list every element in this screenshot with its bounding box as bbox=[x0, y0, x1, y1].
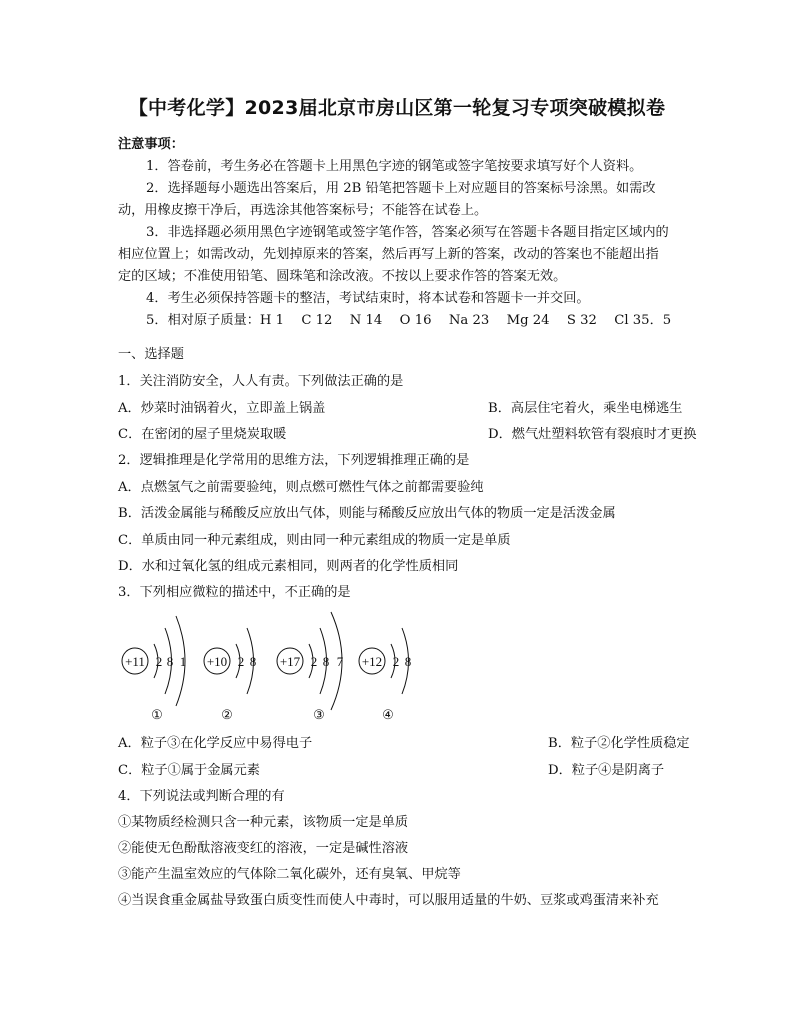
particle-2-diagram bbox=[204, 628, 256, 722]
shell-electrons: 2 bbox=[310, 654, 318, 669]
page-title: 【中考化学】2023届北京市房山区第一轮复习专项突破模拟卷 bbox=[128, 97, 666, 119]
q1-option-b: B．高层住宅着火，乘坐电梯逃生 bbox=[488, 401, 683, 416]
particle-label: ③ bbox=[313, 707, 325, 722]
note-line: 5．相对原子质量：H 1 C 12 N 14 O 16 Na 23 Mg 24 S 32 Cl 35．5 bbox=[146, 313, 672, 328]
shell-electrons: 8 bbox=[249, 654, 257, 669]
nucleus-charge: +11 bbox=[125, 654, 145, 669]
q3-option-a: A．粒子③在化学反应中易得电子 bbox=[118, 736, 313, 751]
note-line: 4．考生必须保持答题卡的整洁，考试结束时，将本试卷和答题卡一并交回。 bbox=[146, 291, 590, 306]
q1-option-a: A．炒菜时油锅着火，立即盖上锅盖 bbox=[118, 401, 326, 416]
question-3-stem: 3．下列相应微粒的描述中，不正确的是 bbox=[118, 585, 351, 600]
q3-option-b: B．粒子②化学性质稳定 bbox=[548, 736, 690, 751]
particle-label: ② bbox=[221, 707, 233, 722]
particle-1-diagram bbox=[122, 616, 186, 722]
shell-electrons: 7 bbox=[336, 654, 344, 669]
note-line: 2．选择题每小题选出答案后，用 2B 铅笔把答题卡上对应题目的答案标号涂黑。如需改 bbox=[146, 181, 656, 196]
particle-label: ④ bbox=[382, 707, 394, 722]
nucleus-charge: +12 bbox=[361, 654, 383, 669]
note-line: 动，用橡皮擦干净后，再选涂其他答案标号；不能答在试卷上。 bbox=[118, 203, 488, 218]
shell-electrons: 2 bbox=[155, 654, 163, 669]
section-heading: 一、选择题 bbox=[118, 347, 184, 362]
q3-option-d: D．粒子④是阴离子 bbox=[548, 763, 665, 778]
shell-electrons: 8 bbox=[166, 654, 174, 669]
question-4-stem: 4．下列说法或判断合理的有 bbox=[118, 789, 285, 804]
q4-statement: ③能产生温室效应的气体除二氧化碳外，还有臭氧、甲烷等 bbox=[118, 867, 461, 882]
particle-3-diagram bbox=[277, 612, 344, 722]
atomic-structure-diagrams bbox=[110, 606, 440, 724]
question-1-stem: 1．关注消防安全，人人有责。下列做法正确的是 bbox=[118, 374, 404, 389]
shell-electrons: 2 bbox=[237, 654, 245, 669]
q2-option-b: B．活泼金属能与稀酸反应放出气体，则能与稀酸反应放出气体的物质一定是活泼金属 bbox=[118, 506, 616, 521]
q4-statement: ④当误食重金属盐导致蛋白质变性而使人中毒时，可以服用适量的牛奶、豆浆或鸡蛋清来补充 bbox=[118, 893, 659, 908]
q3-option-c: C．粒子①属于金属元素 bbox=[118, 763, 260, 778]
q2-option-d: D．水和过氧化氢的组成元素相同，则两者的化学性质相同 bbox=[118, 559, 459, 574]
q4-statement: ①某物质经检测只含一种元素，该物质一定是单质 bbox=[118, 815, 409, 830]
particle-4-diagram bbox=[359, 628, 411, 722]
note-line: 3．非选择题必须用黑色字迹钢笔或签字笔作答，答案必须写在答题卡各题目指定区域内的 bbox=[146, 225, 669, 240]
q2-option-a: A．点燃氢气之前需要验纯，则点燃可燃性气体之前都需要验纯 bbox=[118, 480, 484, 495]
shell-electrons: 8 bbox=[404, 654, 412, 669]
note-line: 1．答卷前，考生务必在答题卡上用黑色字迹的钢笔或签字笔按要求填写好个人资料。 bbox=[146, 159, 643, 174]
note-line: 定的区域；不准使用铅笔、圆珠笔和涂改液。不按以上要求作答的答案无效。 bbox=[118, 269, 567, 284]
question-2-stem: 2．逻辑推理是化学常用的思维方法，下列逻辑推理正确的是 bbox=[118, 453, 470, 468]
q2-option-c: C．单质由同一种元素组成，则由同一种元素组成的物质一定是单质 bbox=[118, 533, 511, 548]
shell-electrons: 1 bbox=[179, 654, 187, 669]
shell-electrons: 2 bbox=[392, 654, 400, 669]
shell-electrons: 8 bbox=[322, 654, 330, 669]
q1-option-c: C．在密闭的屋子里烧炭取暖 bbox=[118, 427, 287, 442]
q1-option-d: D．燃气灶塑料软管有裂痕时才更换 bbox=[488, 427, 697, 442]
nucleus-charge: +17 bbox=[279, 654, 301, 669]
particle-label: ① bbox=[151, 707, 163, 722]
notes-heading: 注意事项： bbox=[118, 137, 184, 152]
q4-statement: ②能使无色酚酞溶液变红的溶液，一定是碱性溶液 bbox=[118, 841, 409, 856]
nucleus-charge: +10 bbox=[206, 654, 228, 669]
note-line: 相应位置上；如需改动，先划掉原来的答案，然后再写上新的答案，改动的答案也不能超出指 bbox=[118, 247, 659, 262]
